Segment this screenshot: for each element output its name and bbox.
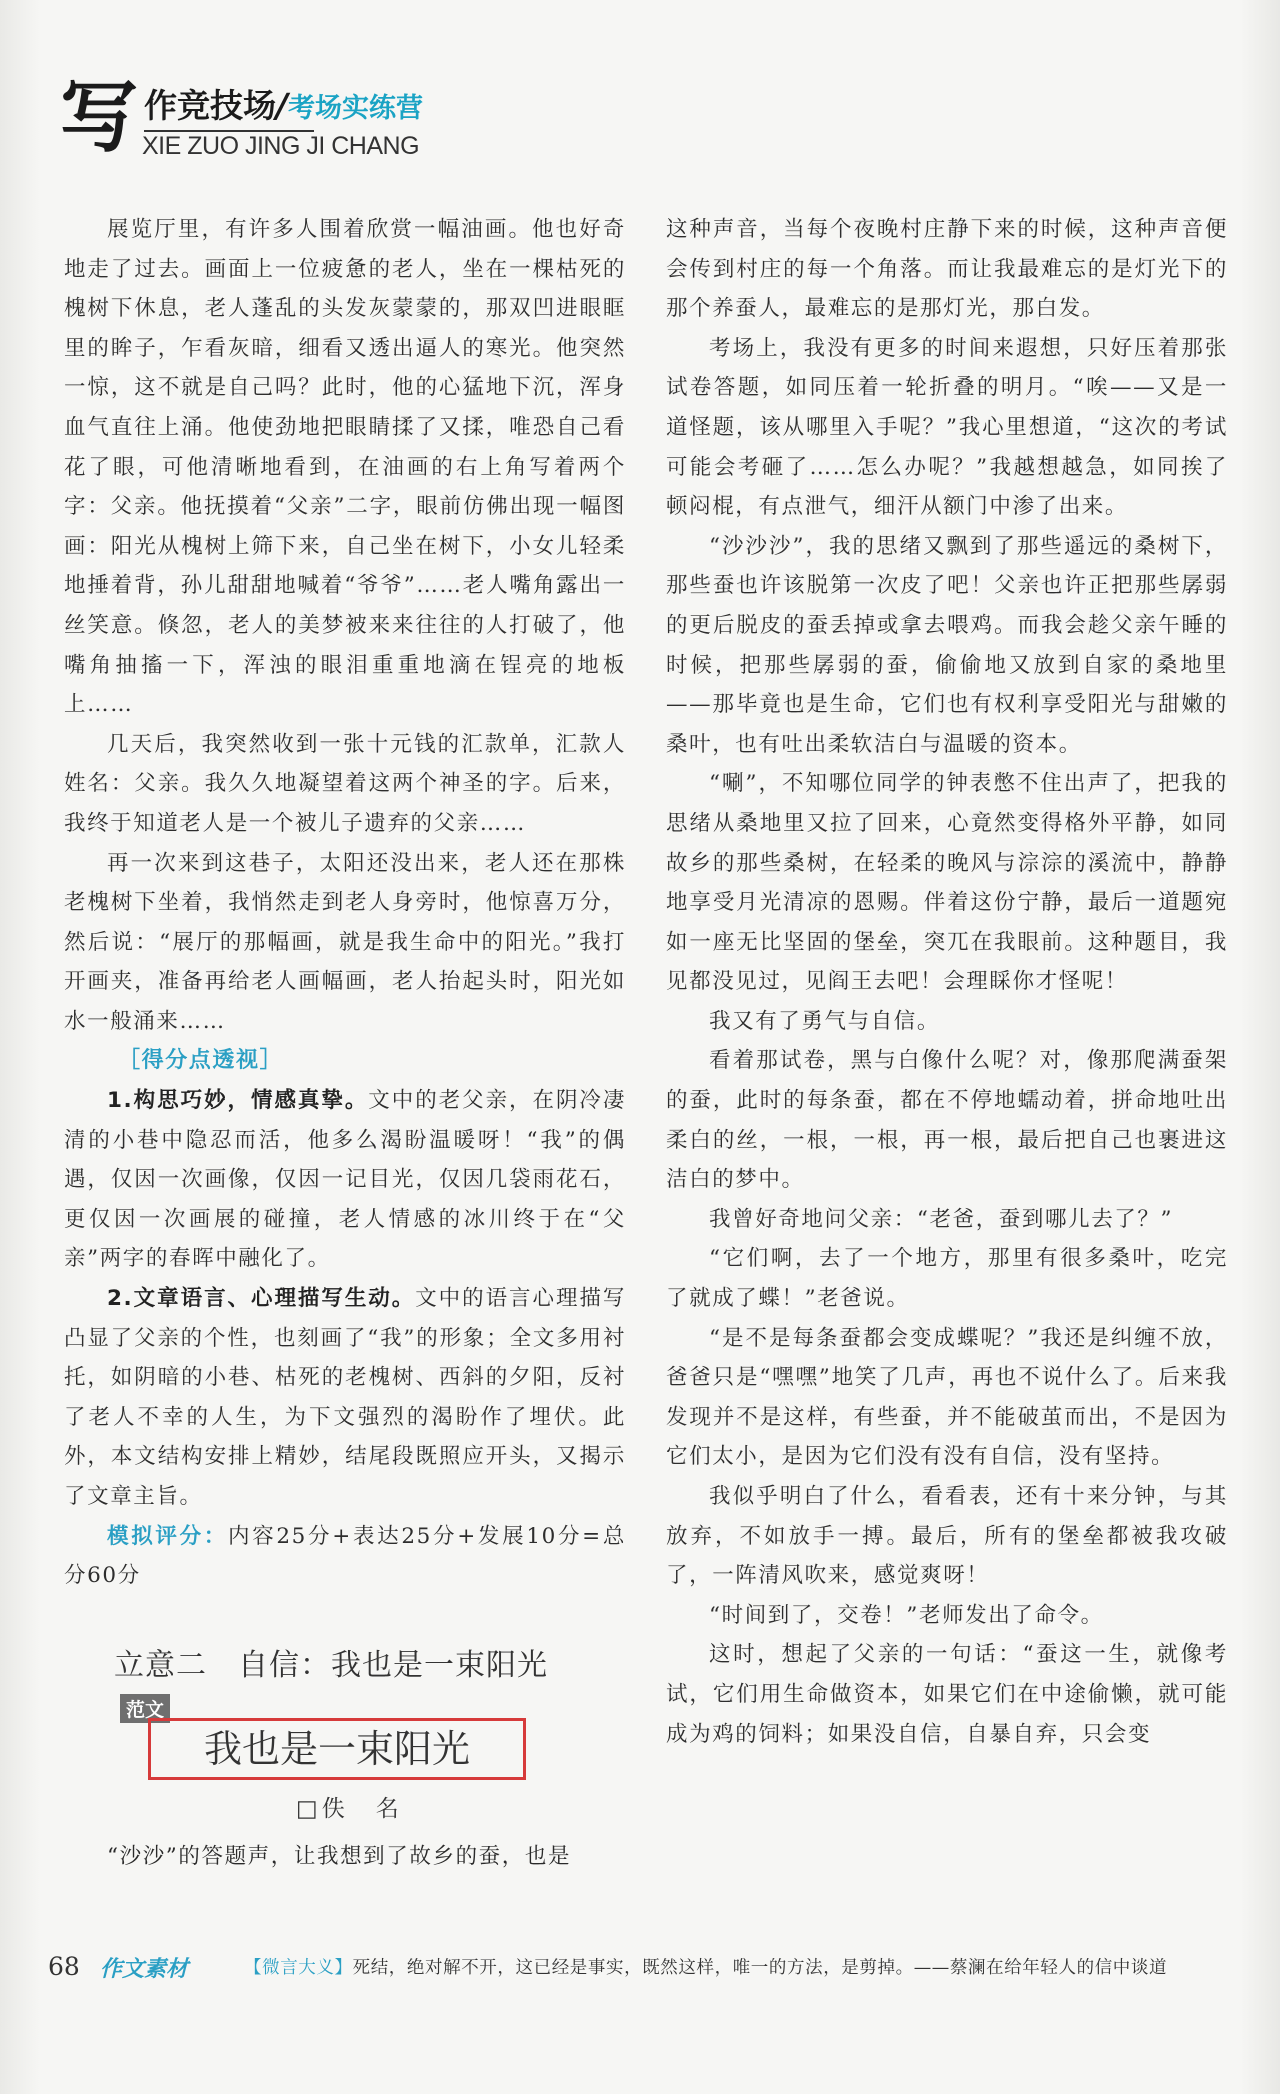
left-column bbox=[64, 210, 626, 1596]
section-mark: 写 bbox=[60, 73, 139, 163]
point-text: 文中的语言心理描写凸显了父亲的个性，也刻画了“我”的形象；全文多用衬托，如阴暗的小巷、枯死的老槐树、西斜的夕阳，反衬了老人不幸的人生，为下文强烈的渴盼作了埋伏。此外，本文结构安排上精妙，结尾段既照应开头，又揭示了文章主旨。 bbox=[64, 1286, 627, 1509]
point-text: 文中的老父亲，在阴冷凄清的小巷中隐忍而活，他多么渴盼温暖呀！“我”的偶遇，仅因一次画像，仅因一记目光，仅因几袋雨花石，更仅因一次画展的碰撞，老人情感的冰川终于在“父亲”两字的春晖中融化了。 bbox=[64, 1088, 626, 1272]
essay-title: 我也是一束阳光 bbox=[148, 1718, 526, 1780]
score-line bbox=[64, 1517, 626, 1596]
paragraph: 我曾好奇地问父亲：“老爸，蚕到哪儿去了？” bbox=[709, 1206, 1174, 1232]
paragraph: 我又有了勇气与自信。 bbox=[709, 1008, 941, 1034]
essay-author: □佚 名 bbox=[296, 1796, 403, 1822]
paragraph: 看着那试卷，黑与白像什么呢？对，像那爬满蚕架的蚕，此时的每条蚕，都在不停地蠕动着，拼命地吐出柔白的丝，一根，一根，再一根，最后把自己也裹进这洁白的梦中。 bbox=[666, 1048, 1228, 1193]
title-sub: 考场实练营 bbox=[288, 93, 424, 124]
point-title: 1.构思巧妙，情感真挚。 bbox=[107, 1088, 369, 1114]
section-header bbox=[60, 72, 540, 182]
paragraph: 这种声音，当每个夜晚村庄静下来的时候，这种声音便会传到村庄的每一个角落。而让我最难忘的是灯光下的那个养蚕人，最难忘的是那灯光，那白发。 bbox=[666, 217, 1228, 322]
paragraph: 再一次来到这巷子，太阳还没出来，老人还在那株老槐树下坐着，我悄然走到老人身旁时，他惊喜万分，然后说：“展厅的那幅画，就是我生命中的阳光。”我打开画夹，准备再给老人画幅画，老人抬起头时，阳光如水一般涌来…… bbox=[64, 850, 626, 1034]
paragraph: 这时，想起了父亲的一句话：“蚕这一生，就像考试，它们用生命做资本，如果它们在中途偷懒，就可能成为鸡的饲料；如果没自信，自暴自弃，只会变 bbox=[666, 1642, 1228, 1747]
analysis-heading: ［得分点透视］ bbox=[118, 1048, 284, 1074]
paragraph: “是不是每条蚕都会变成蝶呢？”我还是纠缠不放，爸爸只是“嘿嘿”地笑了几声，再也不说什么了。后来我发现并不是这样，有些蚕，并不能破茧而出，不是因为它们太小，是因为它们没有没有自信，没有坚持。 bbox=[666, 1325, 1228, 1470]
paragraph: “时间到了，交卷！”老师发出了命令。 bbox=[709, 1602, 1104, 1628]
analysis-point-1 bbox=[64, 1081, 626, 1279]
footer-quote bbox=[244, 1954, 1244, 1979]
quote-tag: 【微言大义】 bbox=[244, 1958, 353, 1978]
essay-first-line bbox=[64, 1837, 626, 1877]
paragraph: 几天后，我突然收到一张十元钱的汇款单，汇款人姓名：父亲。我久久地凝望着这两个神圣的字。后来，我终于知道老人是一个被儿子遗弃的父亲…… bbox=[64, 731, 626, 836]
paragraph: 我似乎明白了什么，看看表，还有十来分钟，与其放弃，不如放手一搏。最后，所有的堡垒都被我攻破了，一阵清风吹来，感觉爽呀！ bbox=[666, 1484, 1228, 1589]
quote-text: 死结，绝对解不开，这已经是事实，既然这样，唯一的方法，是剪掉。——蔡澜在给年轻人的信中谈道 bbox=[352, 1958, 1168, 1978]
analysis-point-2 bbox=[64, 1279, 626, 1517]
title-main: 作竞技场 bbox=[144, 86, 276, 125]
magazine-name: 作文素材 bbox=[100, 1957, 189, 1982]
score-text: 内容25分+表达25分+发展10分=总分60分 bbox=[64, 1523, 626, 1589]
paragraph: 展览厅里，有许多人围着欣赏一幅油画。他也好奇地走了过去。画面上一位疲惫的老人，坐在一棵枯死的槐树下休息，老人蓬乱的头发灰蒙蒙的，那双凹进眼眶里的眸子，乍看灰暗，细看又透出逼人的寒光。他突然一惊，这不就是自己吗？此时，他的心猛地下沉，浑身血气直往上涌。他使劲地把眼睛揉了又揉，唯恐自己看花了眼，可他清晰地看到，在油画的右上角写着两个字：父亲。他抚摸着“父亲”二字，眼前仿佛出现一幅图画：阳光从槐树上筛下来，自己坐在树下，小女儿轻柔地捶着背，孙儿甜甜地喊着“爷爷”……老人嘴角露出一丝笑意。倏忽，老人的美梦被来来往往的人打破了，他嘴角抽搐一下，浑浊的眼泪重重地滴在锃亮的地板上…… bbox=[64, 217, 626, 718]
right-column bbox=[666, 210, 1228, 1754]
section-title bbox=[144, 80, 423, 127]
page-footer bbox=[48, 1950, 1238, 1990]
score-label: 模拟评分： bbox=[107, 1523, 228, 1549]
idea-title: 立意二 自信：我也是一束阳光 bbox=[114, 1648, 548, 1683]
paragraph: 考场上，我没有更多的时间来遐想，只好压着那张试卷答题，如同压着一轮折叠的明月。“唉——又是一道怪题，该从哪里入手呢？”我心里想道，“这次的考试可能会考砸了……怎么办呢？”我越想越急，如同挨了顿闷棍，有点泄气，细汗从额门中渗了出来。 bbox=[666, 335, 1228, 520]
paragraph: “它们啊，去了一个地方，那里有很多桑叶，吃完了就成了蝶！”老爸说。 bbox=[666, 1246, 1228, 1312]
title-pinyin: XIE ZUO JING JI CHANG bbox=[142, 132, 420, 160]
point-title: 2.文章语言、心理描写生动。 bbox=[107, 1286, 416, 1312]
paragraph: “唰”，不知哪位同学的钟表憋不住出声了，把我的思绪从桑地里又拉了回来，心竟然变得格外平静，如同故乡的那些桑树，在轻柔的晚风与淙淙的溪流中，静静地享受月光清凉的恩赐。伴着这份宁静，最后一道题宛如一座无比坚固的堡垒，突兀在我眼前。这种题目，我见都没见过，见阎王去吧！会理睬你才怪呢！ bbox=[666, 771, 1228, 995]
title-separator: / bbox=[276, 86, 289, 125]
paragraph: “沙沙”的答题声，让我想到了故乡的蚕，也是 bbox=[107, 1844, 572, 1869]
sample-essay-tag: 范文 bbox=[120, 1694, 170, 1723]
page-number: 68 bbox=[48, 1952, 80, 1981]
paragraph: “沙沙沙”，我的思绪又飘到了那些遥远的桑树下，那些蚕也许该脱第一次皮了吧！父亲也许正把那些孱弱的更后脱皮的蚕丢掉或拿去喂鸡。而我会趁父亲午睡的时候，把那些孱弱的蚕，偷偷地又放到自家的桑地里——那毕竟也是生命，它们也有权利享受阳光与甜嫩的桑叶，也有吐出柔软洁白与温暖的资本。 bbox=[666, 533, 1228, 757]
